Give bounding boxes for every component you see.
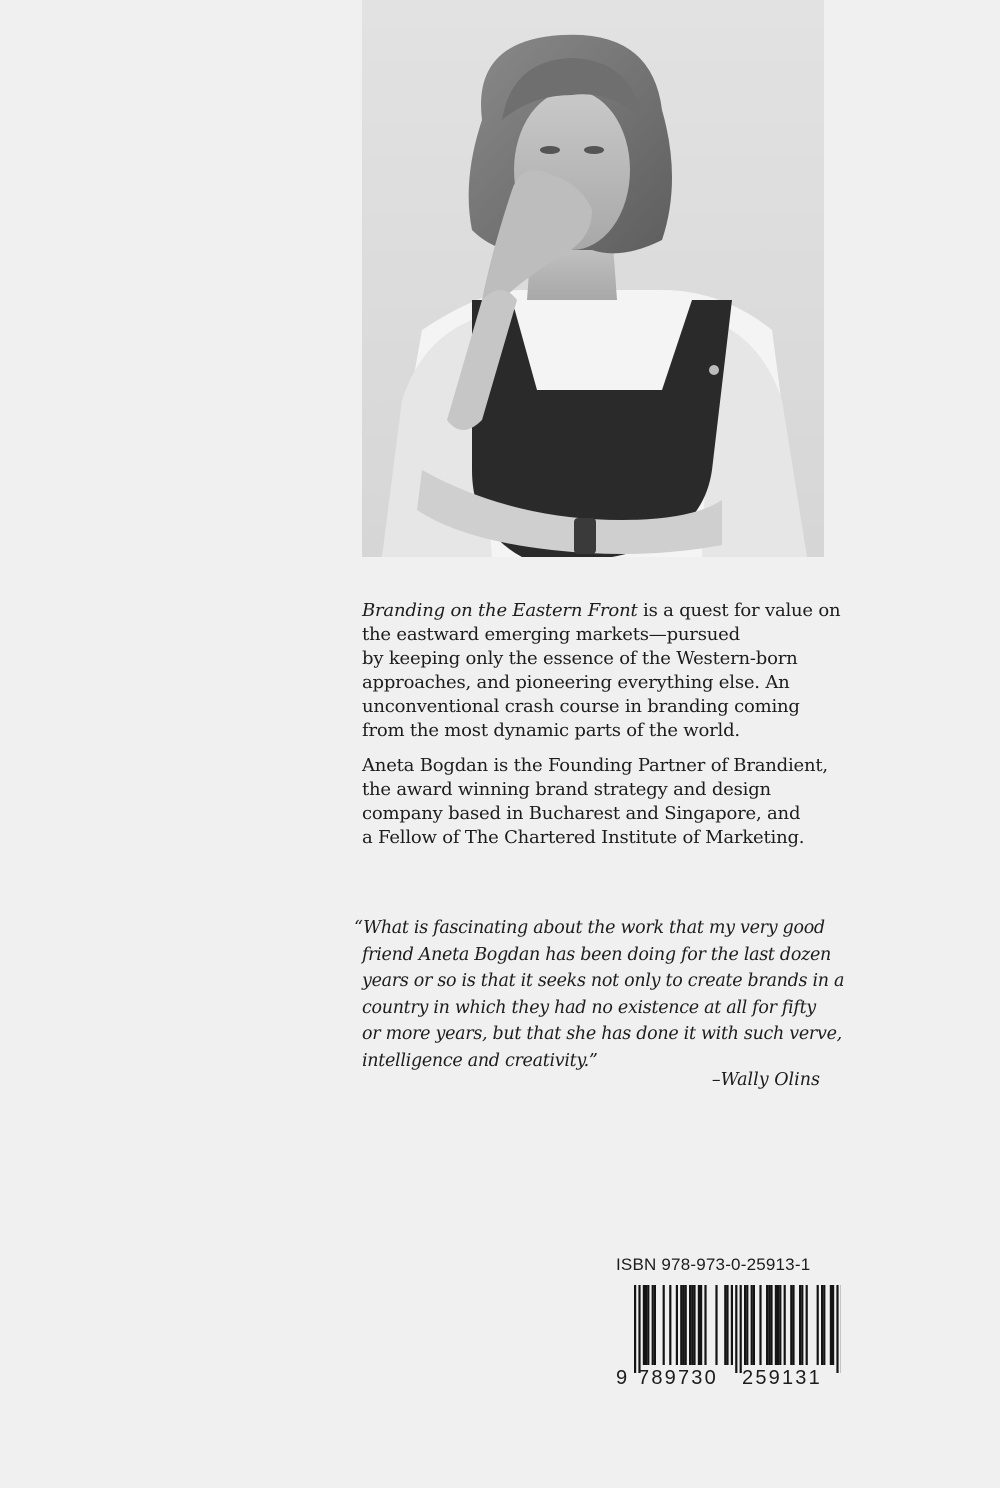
barcode-bar (693, 1285, 695, 1365)
barcode-bar (689, 1285, 691, 1365)
quote-line: “What is fascinating about the work that my very good (354, 918, 825, 938)
barcode-bar (698, 1285, 700, 1365)
book-description (362, 599, 842, 861)
barcode-digit-first: 9 (616, 1367, 628, 1389)
barcode-bar (821, 1285, 823, 1365)
description-line: by keeping only the essence of the Western-born (362, 648, 798, 669)
author-portrait (362, 0, 824, 557)
barcode-bar (647, 1285, 649, 1365)
quote-line: intelligence and creativity.” (362, 1050, 598, 1071)
author-bio-paragraph (362, 754, 842, 850)
description-line: the eastward emerging markets—pursued (362, 624, 740, 645)
endorsement-quote (354, 915, 845, 1074)
barcode-bar (770, 1285, 772, 1365)
barcode-bar (766, 1285, 768, 1365)
barcode-bar (731, 1285, 733, 1365)
barcode-bar (799, 1285, 801, 1365)
barcode-bar (832, 1285, 834, 1365)
barcode-bar (753, 1285, 755, 1365)
barcode-bar (836, 1285, 838, 1373)
barcode-bar (715, 1285, 717, 1365)
barcode-bar (643, 1285, 645, 1365)
quote-line: friend Aneta Bogdan has been doing for the last dozen (362, 944, 832, 965)
barcode-bar (634, 1285, 636, 1373)
bio-line: a Fellow of The Chartered Institute of Marketing. (362, 827, 805, 848)
barcode-bar (704, 1285, 706, 1365)
barcode-bar (726, 1285, 728, 1365)
description-paragraph (362, 599, 842, 743)
barcode-bar (801, 1285, 803, 1365)
barcode-bar (700, 1285, 702, 1365)
barcode-bar (740, 1285, 742, 1373)
barcode-bar (775, 1285, 777, 1365)
barcode-bar (744, 1285, 746, 1365)
bio-line: the award winning brand strategy and design (362, 779, 771, 800)
barcode-bar (823, 1285, 825, 1365)
barcode-bar (777, 1285, 779, 1365)
barcode-bar (792, 1285, 794, 1365)
barcode-bar (735, 1285, 737, 1373)
barcode-bar (654, 1285, 656, 1365)
barcode-bar (768, 1285, 770, 1365)
barcode-bar (724, 1285, 726, 1365)
barcode-bar (751, 1285, 753, 1365)
book-title: Branding on the Eastern Front (362, 600, 638, 621)
barcode-bar (663, 1285, 665, 1365)
description-line: approaches, and pioneering everything else. An (362, 672, 790, 693)
barcode-bar (759, 1285, 761, 1365)
quote-attribution: –Wally Olins (711, 1070, 820, 1090)
barcode-bar (680, 1285, 682, 1365)
barcode-bar (746, 1285, 748, 1365)
barcode-bar (790, 1285, 792, 1365)
barcode-bar (682, 1285, 684, 1365)
description-text: is a quest for value on (637, 600, 841, 621)
barcode-bar (638, 1285, 640, 1373)
description-line (362, 599, 842, 623)
barcode-bar (652, 1285, 654, 1365)
barcode-bar (669, 1285, 671, 1365)
barcode (616, 1285, 841, 1415)
barcode-bar (806, 1285, 808, 1365)
quote-line: years or so is that it seeks not only to create brands in a (362, 971, 845, 991)
description-line: unconventional crash course in branding coming (362, 696, 800, 717)
barcode-bar (676, 1285, 678, 1365)
barcode-digits-left: 789730 (638, 1367, 718, 1389)
barcode-bar (779, 1285, 781, 1365)
bio-line: company based in Bucharest and Singapore, and (362, 803, 801, 824)
quote-line: country in which they had no existence at all for fifty (362, 997, 816, 1018)
barcode-bar (691, 1285, 693, 1365)
barcode-bar (784, 1285, 786, 1365)
barcode-bar (685, 1285, 687, 1365)
bio-line: Aneta Bogdan is the Founding Partner of Brandient, (362, 755, 828, 776)
barcode-bar (830, 1285, 832, 1365)
description-line: from the most dynamic parts of the world. (362, 720, 740, 741)
isbn-label: ISBN 978-973-0-25913-1 (616, 1255, 811, 1274)
quote-line: or more years, but that she has done it with such verve, (362, 1024, 842, 1044)
barcode-digits-right: 259131 (742, 1367, 822, 1389)
barcode-bar (645, 1285, 647, 1365)
barcode-bar (817, 1285, 819, 1365)
